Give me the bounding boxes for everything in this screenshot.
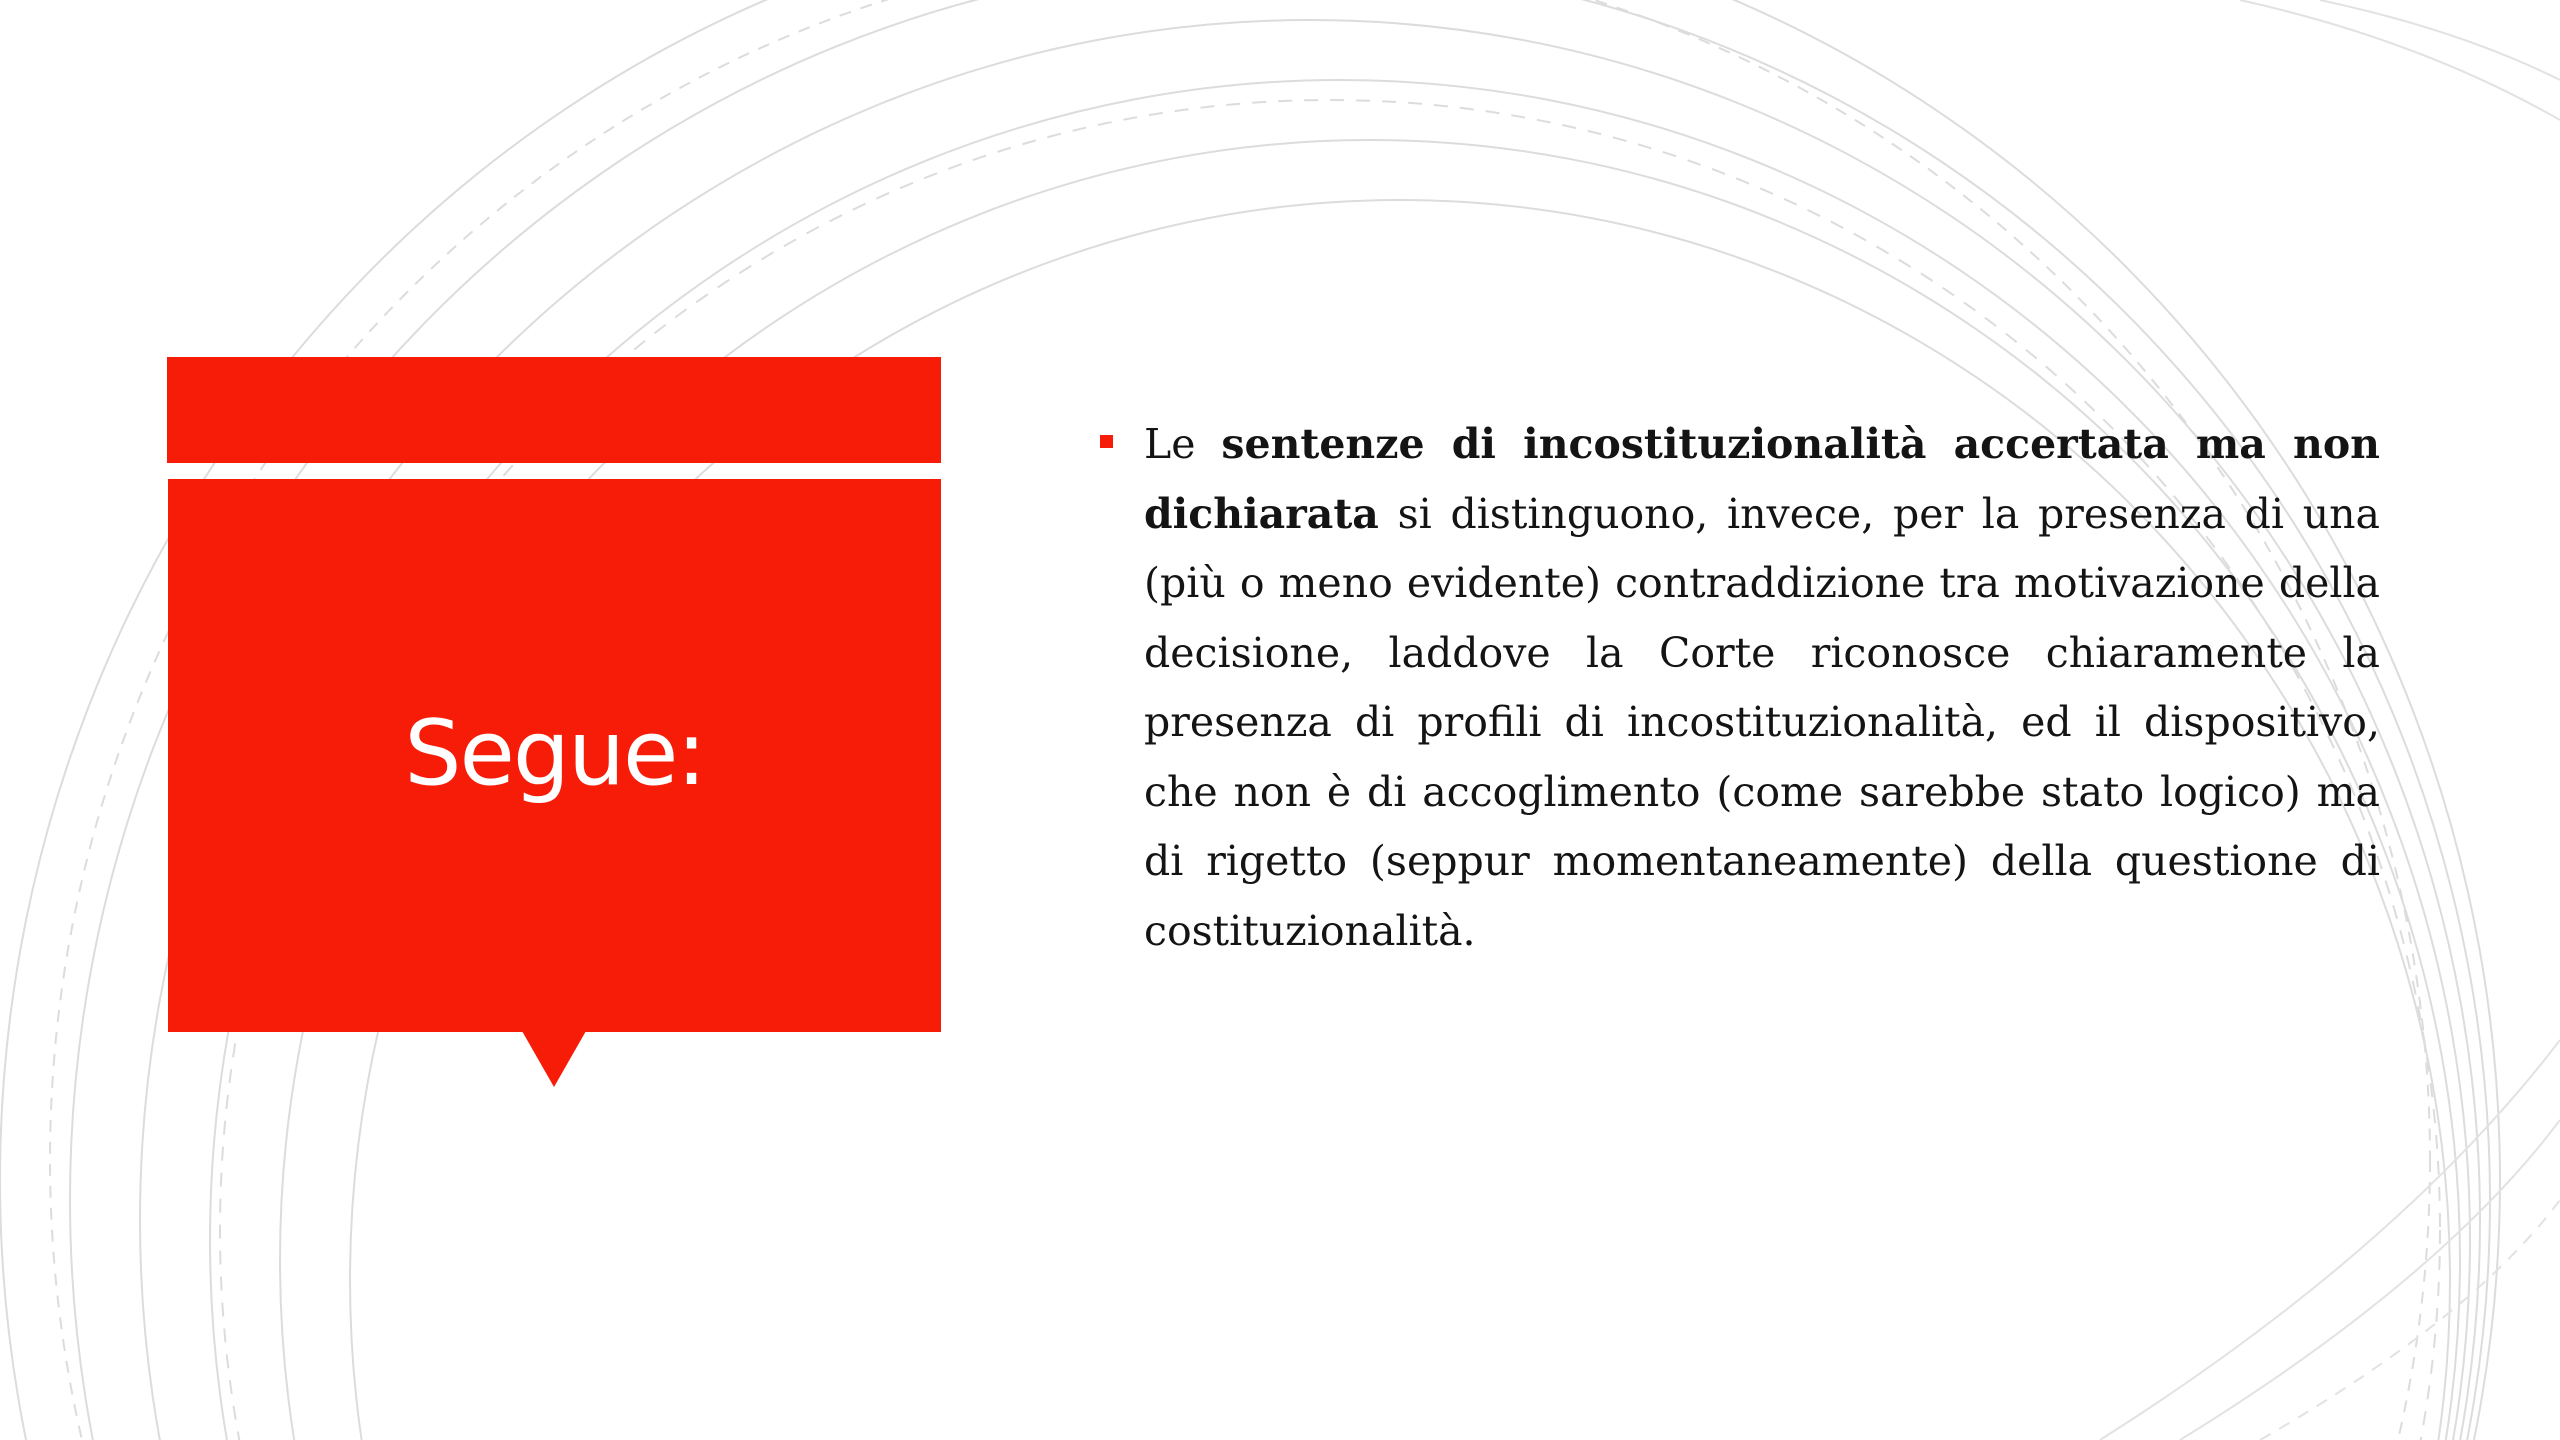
content-body xyxy=(1098,410,2380,966)
callout-pointer xyxy=(522,1031,586,1087)
paragraph-text-after: si distinguono, invece, per la presenza di una (più o meno evidente) contraddizione tra motivazione della decisione, laddove la Corte riconosce chiaramente la presenza di profili di incostituzionalità, ed il dispositivo, che non è di accoglimento (come sarebbe stato logico) ma di rigetto (seppur momentaneamente) della questione di costituzionalità. xyxy=(1144,489,2380,955)
square-bullet-icon xyxy=(1100,435,1113,448)
title-header-bar xyxy=(167,357,941,463)
slide-title: Segue: xyxy=(404,701,705,806)
paragraph-text-before: Le xyxy=(1144,420,1222,468)
paragraph-bold-text: sentenze di incostituzionalità accertata ma non dichiarata xyxy=(1144,420,2380,538)
bullet-paragraph xyxy=(1144,410,2380,966)
title-callout-box xyxy=(168,479,941,1032)
